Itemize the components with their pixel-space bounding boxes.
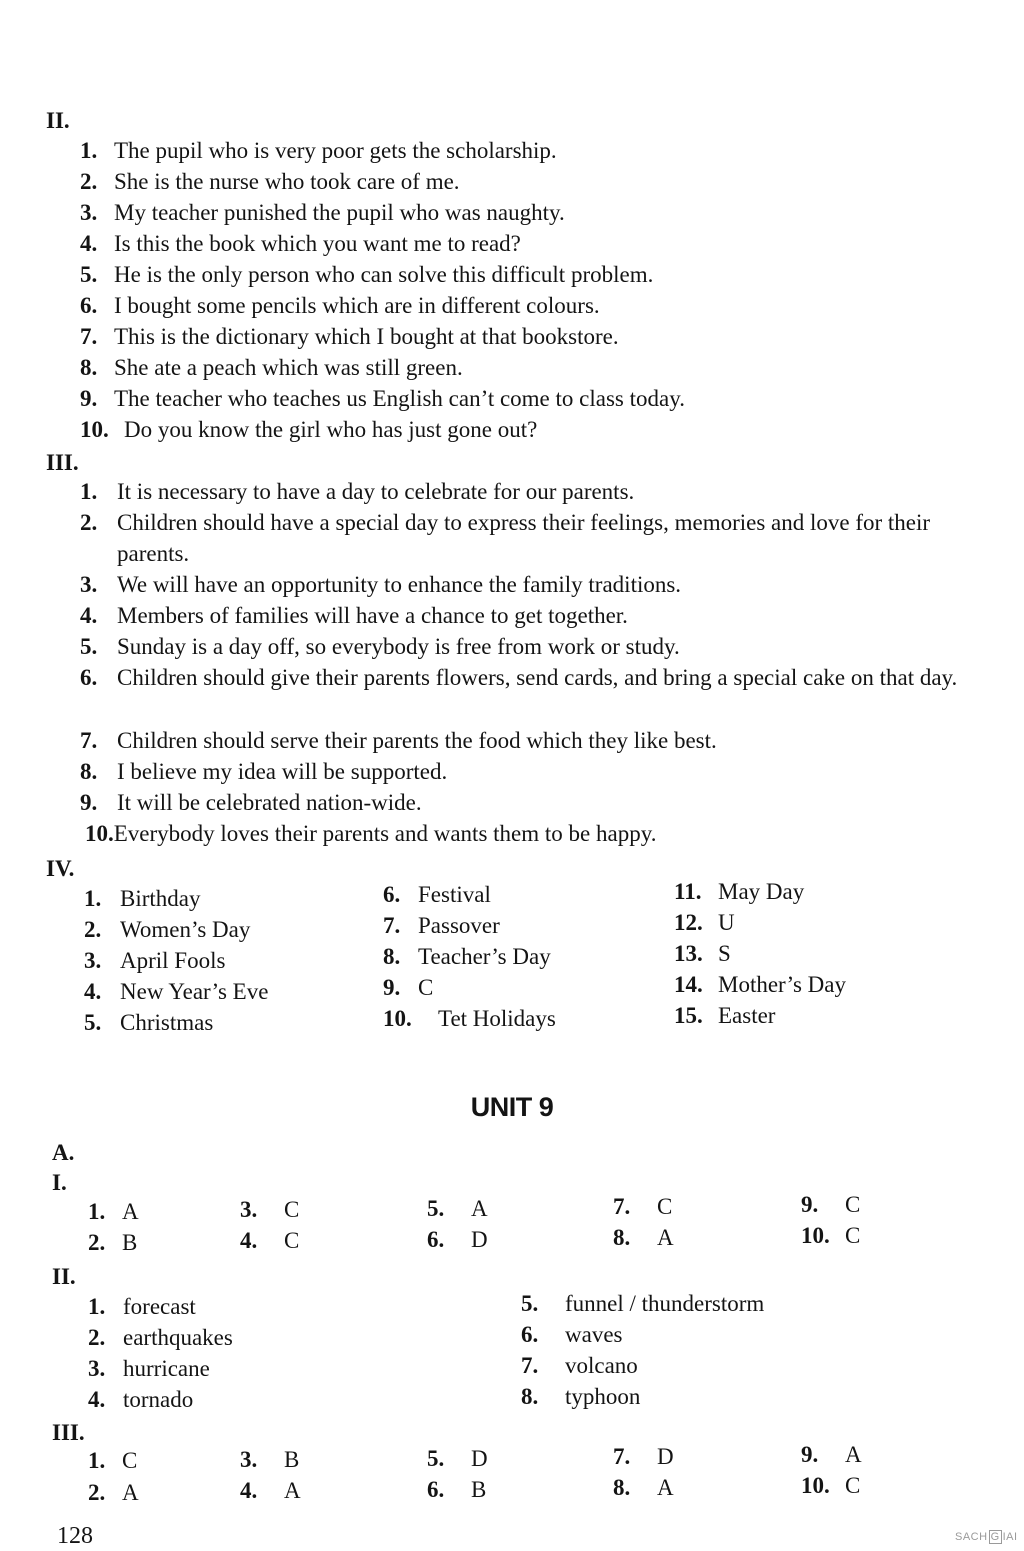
list-item: 9. C [383, 975, 434, 1000]
page-number: 128 [57, 1523, 93, 1549]
answer-cell: 9. C [801, 1192, 861, 1217]
list-item: 7. Children should serve their parents the food which they like best. [80, 728, 717, 753]
list-item: 5. Sunday is a day off, so everybody is free from work or study. [80, 634, 680, 659]
section-ii-label: II. [46, 108, 70, 133]
answer-cell: 4. C [240, 1228, 300, 1253]
answer-cell: 9. A [801, 1442, 862, 1467]
list-item: 4. Is this the book which you want me to read? [80, 231, 521, 256]
unit9-ii-label: II. [52, 1264, 76, 1289]
list-item: 5. funnel / thunderstorm [521, 1291, 765, 1316]
list-item: 7. This is the dictionary which I bought at that bookstore. [80, 324, 619, 349]
list-item: 1. Birthday [84, 886, 201, 911]
answer-cell: 7. C [613, 1194, 673, 1219]
answer-cell: 3. C [240, 1197, 300, 1222]
list-item: 14. Mother’s Day [674, 972, 846, 997]
section-iv-label: IV. [46, 856, 75, 881]
unit-title: UNIT 9 [470, 1092, 554, 1122]
list-item: 10. Tet Holidays [383, 1006, 556, 1031]
unit9-iii-label: III. [52, 1420, 85, 1445]
list-item: 9. It will be celebrated nation-wide. [80, 790, 422, 815]
list-item: 7. volcano [521, 1353, 638, 1378]
list-item: 4. Members of families will have a chance to get together. [80, 603, 628, 628]
watermark-logo: SACH G IAI [955, 1531, 1018, 1543]
list-item: 8. Teacher’s Day [383, 944, 551, 969]
list-item: 4. tornado [88, 1387, 194, 1412]
list-item: 10. Do you know the girl who has just gone out? [80, 417, 538, 442]
list-item: 15. Easter [674, 1003, 776, 1028]
list-item: 2. She is the nurse who took care of me. [80, 169, 460, 194]
list-item: 3. April Fools [84, 948, 226, 973]
list-item: 1. forecast [88, 1294, 196, 1319]
list-item: 7. Passover [383, 913, 500, 938]
list-item: 2. earthquakes [88, 1325, 233, 1350]
answer-cell: 3. B [240, 1447, 300, 1472]
unit9-i-label: I. [52, 1170, 67, 1195]
answer-cell: 10. C [801, 1473, 861, 1498]
list-item: 6. Children should give their parents flowers, send cards, and bring a special cake on that day. [80, 665, 958, 690]
answer-cell: 4. A [240, 1478, 301, 1503]
list-item: 2. Women’s Day [84, 917, 251, 942]
list-item: 9. The teacher who teaches us English can’t come to class today. [80, 386, 685, 411]
list-item: 6. I bought some pencils which are in different colours. [80, 293, 600, 318]
list-item: 12. U [674, 910, 735, 935]
part-a-label: A. [52, 1140, 75, 1165]
answer-cell: 8. A [613, 1475, 674, 1500]
answer-cell: 6. D [427, 1227, 488, 1252]
list-item: 13. S [674, 941, 731, 966]
answer-cell: 2. A [88, 1480, 139, 1505]
list-item: 3. We will have an opportunity to enhance the family traditions. [80, 572, 682, 597]
list-item: 6. waves [521, 1322, 623, 1347]
list-item: 2. Children should have a special day to express their feelings, memories and love for their parents. [80, 510, 931, 566]
answer-cell: 10. C [801, 1223, 861, 1248]
list-item: 8. I believe my idea will be supported. [80, 759, 448, 784]
answer-cell: 2. B [88, 1230, 138, 1255]
list-item: 3. hurricane [88, 1356, 210, 1381]
list-item: 8. She ate a peach which was still green. [80, 355, 463, 380]
list-item: 6. Festival [383, 882, 491, 907]
answer-cell: 8. A [613, 1225, 674, 1250]
answer-cell: 7. D [613, 1444, 674, 1469]
list-item: 11. May Day [674, 879, 805, 904]
answer-cell: 1. A [88, 1199, 139, 1224]
list-item: 1. The pupil who is very poor gets the scholarship. [80, 138, 557, 163]
list-item: 3. My teacher punished the pupil who was naughty. [80, 200, 565, 225]
answer-cell: 6. B [427, 1477, 487, 1502]
answer-cell: 5. A [427, 1196, 488, 1221]
answer-cell: 5. D [427, 1446, 488, 1471]
list-item: 4. New Year’s Eve [84, 979, 269, 1004]
list-item: 5. He is the only person who can solve this difficult problem. [80, 262, 654, 287]
section-iii-label: III. [46, 450, 79, 475]
list-item: 1. It is necessary to have a day to celebrate for our parents. [80, 479, 635, 504]
list-item: 10.Everybody loves their parents and wants them to be happy. [85, 821, 657, 846]
list-item: 5. Christmas [84, 1010, 214, 1035]
list-item: 8. typhoon [521, 1384, 641, 1409]
answer-cell: 1. C [88, 1448, 138, 1473]
